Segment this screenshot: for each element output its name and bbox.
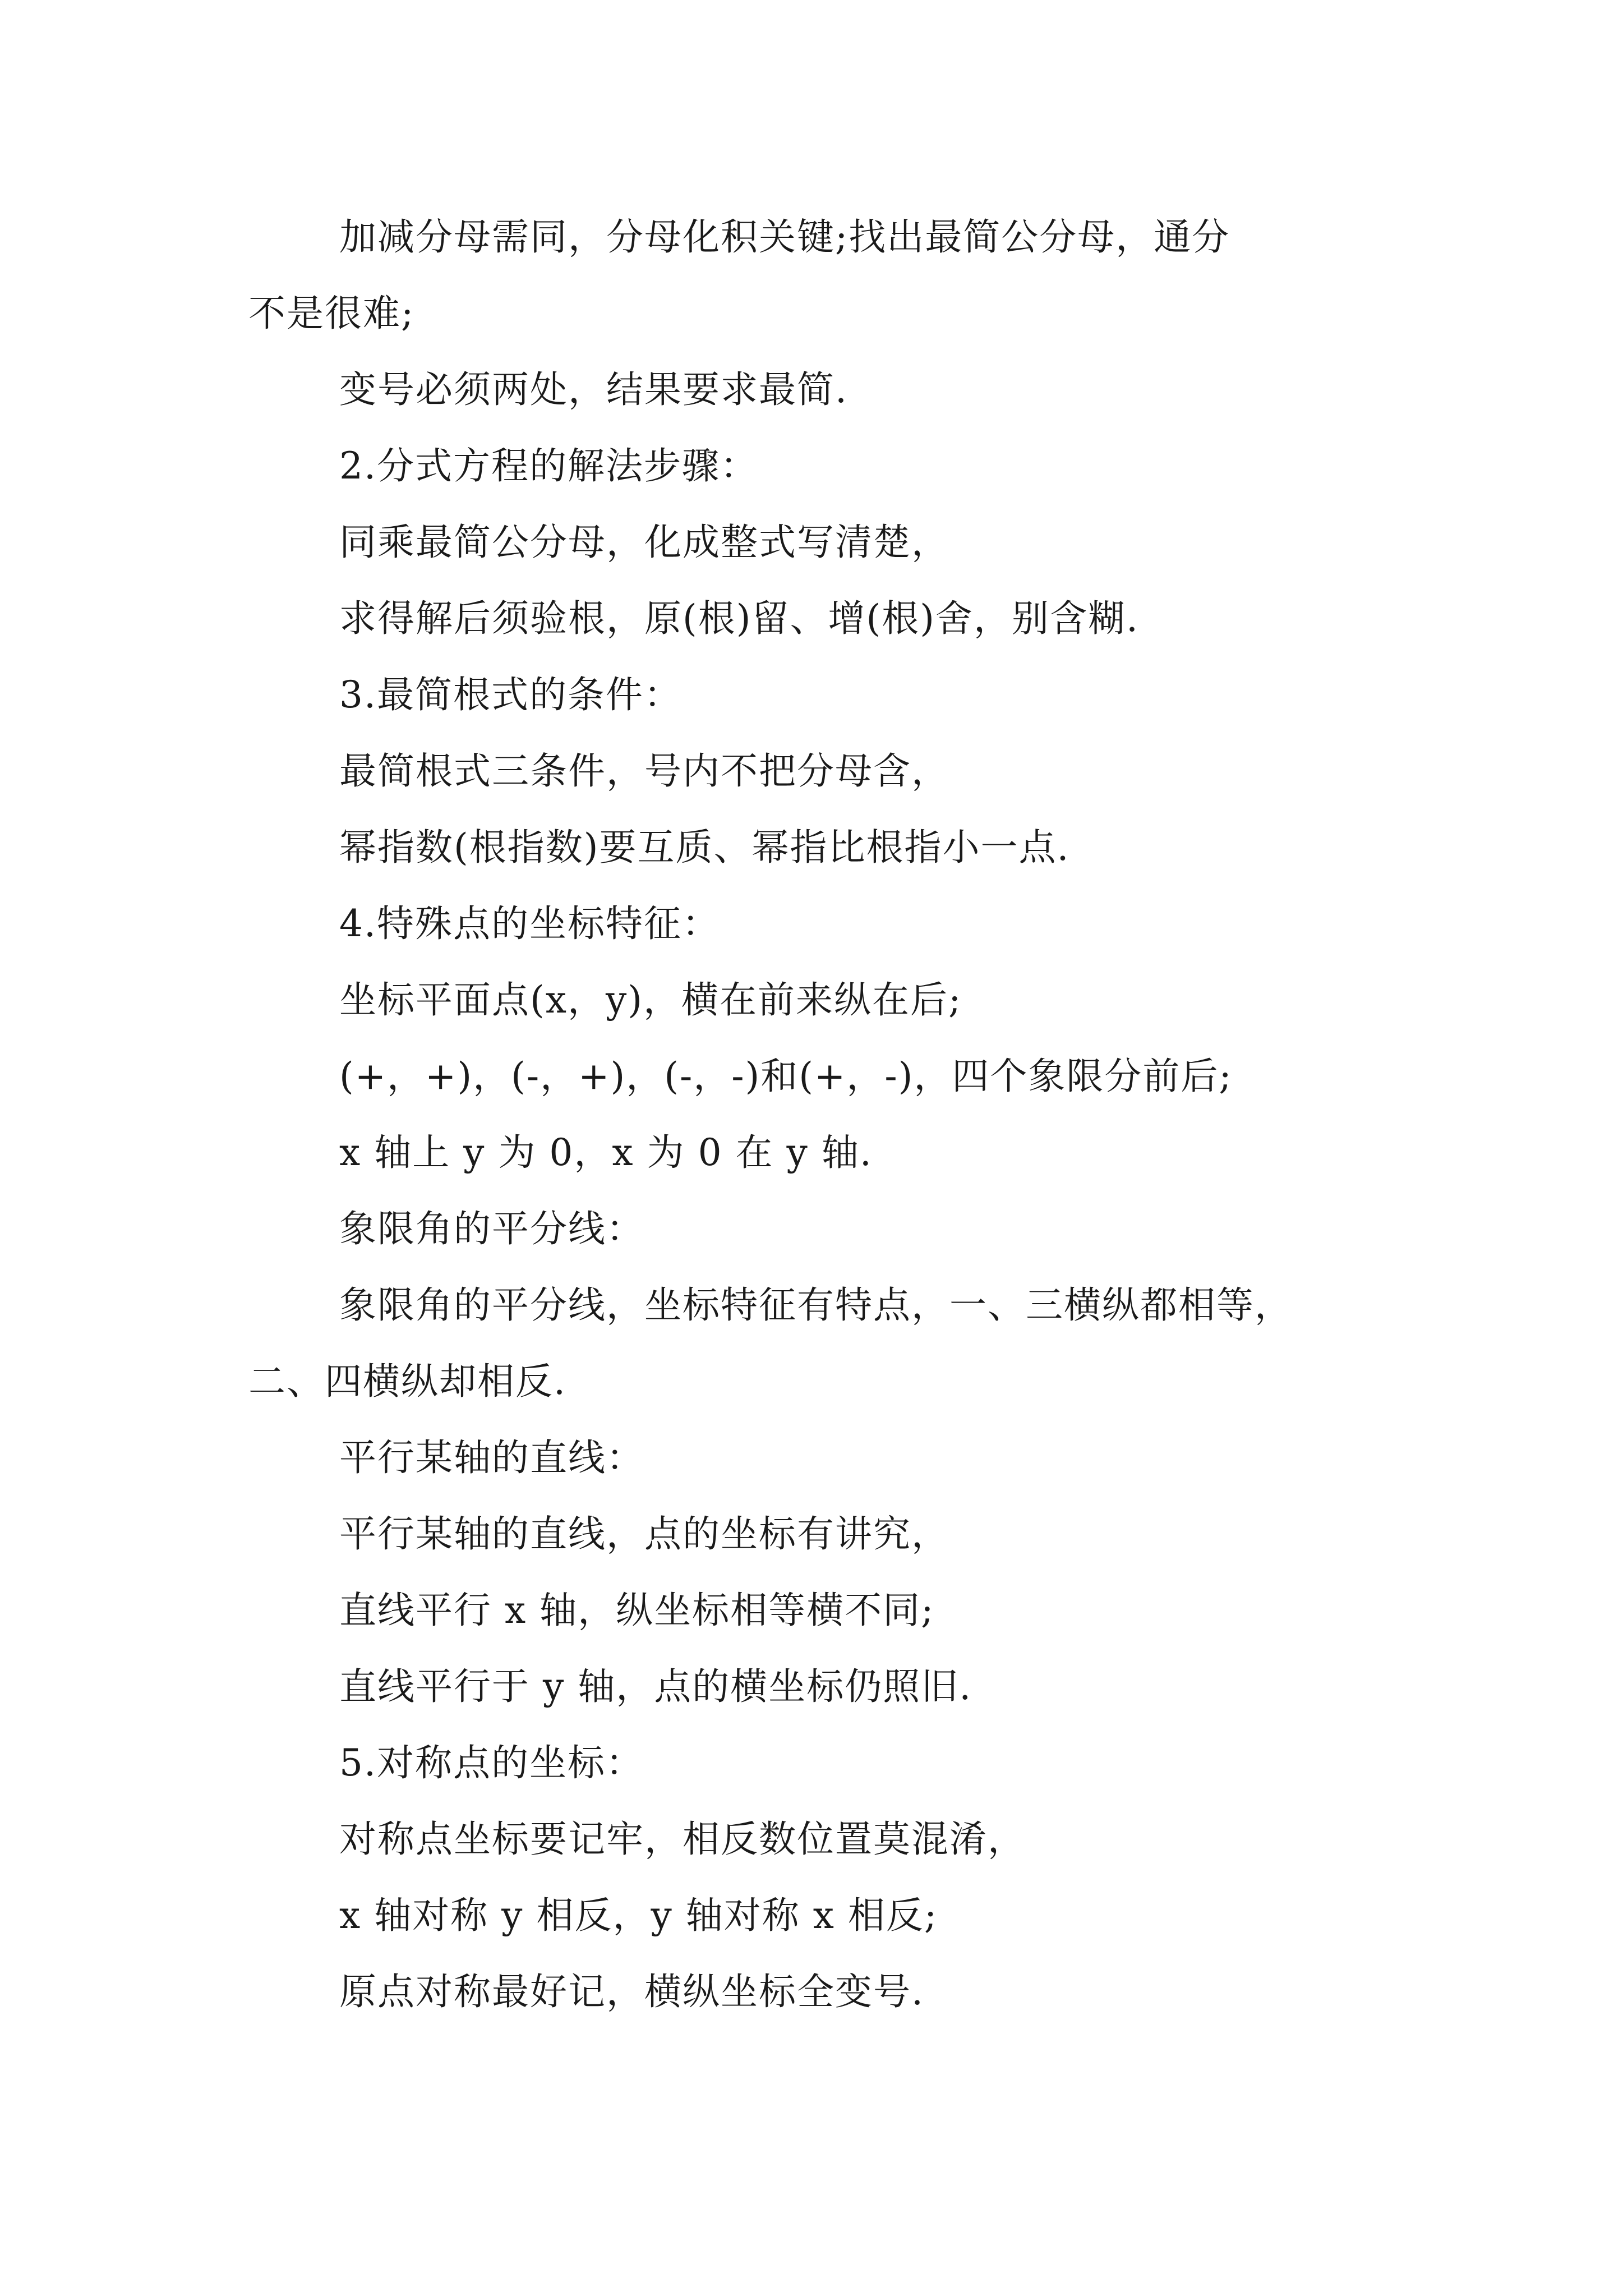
text-line: 3.最简根式的条件：	[339, 673, 682, 716]
text-line: 求得解后须验根，原(根)留、增(根)舍，别含糊.	[339, 597, 1139, 640]
document-body	[248, 199, 1387, 2030]
text-line: 4.特殊点的坐标特征：	[339, 902, 720, 945]
text-line: (+，+)，(-，+)，(-，-)和(+，-)，四个象限分前后;	[339, 1055, 1233, 1098]
text-line: 平行某轴的直线，点的坐标有讲究，	[339, 1512, 949, 1556]
text-line: 不是很难;	[248, 292, 415, 335]
text-line: 直线平行于 y 轴，点的横坐标仍照旧.	[339, 1665, 972, 1708]
text-line: 二、四横纵却相反.	[248, 1360, 566, 1403]
text-line: 2.分式方程的解法步骤：	[339, 444, 758, 487]
text-line: 幂指数(根指数)要互质、幂指比根指小一点.	[339, 826, 1070, 869]
text-line: x 轴上 y 为 0，x 为 0 在 y 轴.	[339, 1131, 873, 1174]
text-line: 同乘最简公分母，化成整式写清楚，	[339, 521, 949, 564]
text-line: 变号必须两处，结果要求最简.	[339, 368, 848, 411]
text-line: 最简根式三条件，号内不把分母含，	[339, 749, 949, 793]
text-line: 对称点坐标要记牢，相反数位置莫混淆，	[339, 1818, 1026, 1861]
text-line: 直线平行 x 轴，纵坐标相等横不同;	[339, 1589, 935, 1632]
text-line: 加减分母需同，分母化积关键;找出最简公分母，通分	[339, 215, 1230, 259]
text-line: 象限角的平分线，坐标特征有特点，一、三横纵都相等，	[339, 1283, 1293, 1327]
text-line: 象限角的平分线：	[339, 1207, 644, 1250]
text-line: 坐标平面点(x，y)，横在前来纵在后;	[339, 978, 962, 1022]
text-line: 原点对称最好记，横纵坐标全变号.	[339, 1970, 924, 2013]
text-line: 5.对称点的坐标：	[339, 1741, 644, 1784]
text-line: x 轴对称 y 相反，y 轴对称 x 相反;	[339, 1894, 938, 1937]
text-line: 平行某轴的直线：	[339, 1436, 644, 1479]
